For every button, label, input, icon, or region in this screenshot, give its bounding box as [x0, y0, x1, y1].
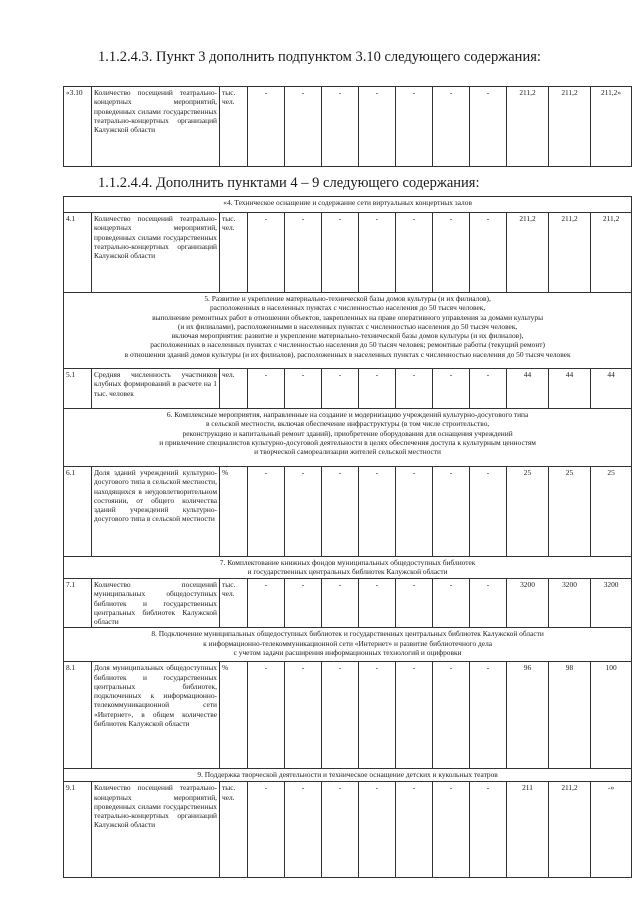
section-title-line: (и их филиалами), расположенными в населенных пунктах с численностью населения до 50 тысяч человек,	[177, 321, 518, 331]
indicator-value: -	[285, 213, 322, 293]
indicator-value: -	[396, 662, 433, 769]
indicator-name: Доля муниципальных общедоступных библиотек и государственных центральных библиотек, подключенных к информационно-телекоммуникационной сети «Интернет», в общем количестве библиотек Калужской области	[92, 662, 220, 769]
indicator-value: -	[322, 662, 359, 769]
section-title-line: и привлечение специалистов культурно-досуговой деятельности в целях обеспечения доступа к культурным ценностям	[159, 437, 536, 447]
indicator-value: -	[248, 369, 285, 409]
indicator-value: -	[396, 213, 433, 293]
section-title-line: расположенных в населенных пунктах с численностью населения до 50 тысяч человек; ремонтные работы (текущий ремонт)	[150, 340, 545, 350]
indicator-value: -	[359, 213, 396, 293]
indicator-value: -	[433, 369, 470, 409]
unit-of-measure: чел.	[220, 369, 248, 409]
heading-1-1-2-4-3: 1.1.2.4.3. Пункт 3 дополнить подпунктом 3.10 следующего содержания:	[98, 49, 541, 65]
section-title-line: «4. Техническое оснащение и содержание сети виртуальных концертных залов	[223, 198, 472, 207]
section-title	[64, 628, 632, 662]
section-title	[64, 197, 632, 213]
table-row	[64, 213, 632, 293]
indicator-table-3-10	[63, 86, 632, 167]
indicator-value: -	[359, 662, 396, 769]
section-title-line: реконструкцию и капитальный ремонт зданий), приобретение оборудования для оснащения учреждений	[182, 428, 513, 438]
row-number: 7.1	[64, 579, 92, 628]
indicator-value: -	[396, 87, 433, 167]
table-row	[64, 782, 632, 878]
indicator-value: -	[470, 662, 507, 769]
section-title-line: 7. Комплектование книжных фондов муниципальных общедоступных библиотек	[219, 558, 476, 567]
indicator-value: -	[285, 579, 322, 628]
indicator-value: -	[396, 467, 433, 557]
indicator-value: -	[248, 467, 285, 557]
indicator-value: -	[433, 213, 470, 293]
indicator-value: 211,2»	[591, 87, 632, 167]
unit-of-measure: %	[220, 662, 248, 769]
indicator-value: -	[285, 782, 322, 878]
section-title-line: в отношении зданий домов культуры (и их филиалов), расположенных в населенных пунктах с численностью населения до 50 тысяч человек	[124, 349, 571, 359]
indicator-value: -	[396, 579, 433, 628]
indicator-value: -	[285, 467, 322, 557]
section-title	[64, 557, 632, 579]
section-title-line: и творческой самореализации жителей сельской местности	[254, 447, 442, 456]
row-number: 8.1	[64, 662, 92, 769]
section-title-line: 9. Поддержка творческой деятельности и техническое оснащение детских и кукольных театров	[197, 770, 498, 780]
indicator-value: 211,2	[591, 213, 632, 293]
indicator-value: -	[470, 369, 507, 409]
section-header-row	[64, 769, 632, 782]
indicator-value: -	[285, 662, 322, 769]
indicator-value: 211,2	[549, 213, 591, 293]
section-title-line: включая мероприятия: развитие и укрепление материально-технической базы домов культуры (и их филиалов),	[171, 331, 524, 340]
section-title-line: 8. Подключение муниципальных общедоступных библиотек и государственных центральных библиотек Калужской области	[151, 629, 544, 639]
section-title-line: выполнение ремонтных работ в отношении объектов, закрепленных на праве оперативного управления за домами культуры	[152, 312, 544, 322]
indicator-value: -	[396, 782, 433, 878]
indicator-name: Количество посещений муниципальных общедоступных библиотек и государственных центральных библиотек Калужской области	[92, 579, 220, 628]
indicator-value: 44	[591, 369, 632, 409]
indicator-value: -	[322, 213, 359, 293]
indicator-value: 25	[591, 467, 632, 557]
section-title-line: с учетом задачи расширения информационных технологий и оцифровки	[233, 647, 462, 657]
table-row	[64, 369, 632, 409]
section-title-line: и государственных центральных библиотек Калужской области	[247, 567, 448, 577]
indicator-value: -	[470, 782, 507, 878]
unit-of-measure: тыс. чел.	[220, 87, 248, 167]
indicator-value: -	[248, 87, 285, 167]
table-row	[64, 579, 632, 628]
indicator-value: -	[322, 467, 359, 557]
indicator-value: -	[285, 369, 322, 409]
indicator-value: -	[359, 579, 396, 628]
section-header-row	[64, 557, 632, 579]
unit-of-measure: тыс. чел.	[220, 782, 248, 878]
indicator-value: 211,2	[507, 213, 549, 293]
indicator-value: 211,2	[549, 87, 591, 167]
section-title-line: к информационно-телекоммуникационной сети «Интернет» и развитие библиотечного дела	[203, 638, 493, 648]
indicator-value: -	[470, 213, 507, 293]
indicator-value: -	[248, 213, 285, 293]
section-title	[64, 769, 632, 782]
indicator-value: -	[359, 369, 396, 409]
section-title	[64, 293, 632, 369]
indicator-value: -	[396, 369, 433, 409]
indicator-value: -»	[591, 782, 632, 878]
section-title-line: 6. Комплексные мероприятия, направленные на создание и модернизацию учреждений культурно-досугового типа	[166, 410, 529, 419]
indicator-value: 211,2	[549, 782, 591, 878]
indicator-value: 44	[507, 369, 549, 409]
indicator-value: -	[433, 579, 470, 628]
row-number: «3.10	[64, 87, 92, 167]
indicator-value: -	[359, 467, 396, 557]
unit-of-measure: %	[220, 467, 248, 557]
indicator-value: -	[433, 87, 470, 167]
indicator-value: 98	[549, 662, 591, 769]
indicator-value: -	[285, 87, 322, 167]
table-row	[64, 662, 632, 769]
indicator-value: -	[322, 579, 359, 628]
indicator-name: Доля зданий учреждений культурно-досугового типа в сельской местности, находящихся в неудовлетворительном состоянии, от общего количества зданий учреждений культурно-досугового типа в сельской местности	[92, 467, 220, 557]
indicator-value: 3200	[507, 579, 549, 628]
indicator-name: Количество посещений театрально-концертных мероприятий, проведенных силами государственных театрально-концертных организаций Калужской области	[92, 213, 220, 293]
indicator-value: -	[248, 662, 285, 769]
table-row	[64, 467, 632, 557]
indicator-name: Средняя численность участников клубных формирований в расчете на 1 тыс. человек	[92, 369, 220, 409]
indicator-value: -	[248, 782, 285, 878]
indicator-value: -	[322, 87, 359, 167]
indicator-value: 3200	[549, 579, 591, 628]
indicator-value: 25	[507, 467, 549, 557]
indicator-value: -	[470, 87, 507, 167]
indicator-value: 3200	[591, 579, 632, 628]
indicator-value: -	[322, 782, 359, 878]
section-header-row	[64, 293, 632, 369]
indicator-value: -	[248, 579, 285, 628]
indicator-value: -	[433, 782, 470, 878]
indicator-name: Количество посещений театрально-концертных мероприятий, проведенных силами государственных театрально-концертных организаций Калужской области	[92, 87, 220, 167]
section-title-line: расположенных в населенных пунктах с численностью населения до 50 тысяч человек,	[209, 303, 486, 313]
section-title-line: 5. Развитие и укрепление материально-технической базы домов культуры (и их филиалов),	[204, 294, 491, 303]
indicator-value: 44	[549, 369, 591, 409]
row-number: 5.1	[64, 369, 92, 409]
indicator-value: -	[433, 467, 470, 557]
section-header-row	[64, 409, 632, 467]
indicator-table-4-9	[63, 196, 632, 878]
indicator-value: 25	[549, 467, 591, 557]
unit-of-measure: тыс. чел.	[220, 213, 248, 293]
section-title-line: в сельской местности, включая обеспечение инфраструктуры (в том числе строительство,	[205, 419, 490, 429]
indicator-value: -	[322, 369, 359, 409]
section-header-row	[64, 197, 632, 213]
row-number: 6.1	[64, 467, 92, 557]
indicator-value: 100	[591, 662, 632, 769]
indicator-value: -	[433, 662, 470, 769]
row-number: 4.1	[64, 213, 92, 293]
indicator-value: -	[470, 467, 507, 557]
unit-of-measure: тыс. чел.	[220, 579, 248, 628]
indicator-value: -	[470, 579, 507, 628]
indicator-value: -	[359, 782, 396, 878]
indicator-value: 96	[507, 662, 549, 769]
indicator-value: 211,2	[507, 87, 549, 167]
section-header-row	[64, 628, 632, 662]
section-title	[64, 409, 632, 467]
heading-1-1-2-4-4: 1.1.2.4.4. Дополнить пунктами 4 – 9 следующего содержания:	[98, 175, 480, 191]
row-number: 9.1	[64, 782, 92, 878]
indicator-value: 211	[507, 782, 549, 878]
indicator-value: -	[359, 87, 396, 167]
table-row	[64, 87, 632, 167]
indicator-name: Количество посещений театрально-концертных мероприятий, проведенных силами государственных театрально-концертных организаций Калужской области	[92, 782, 220, 878]
